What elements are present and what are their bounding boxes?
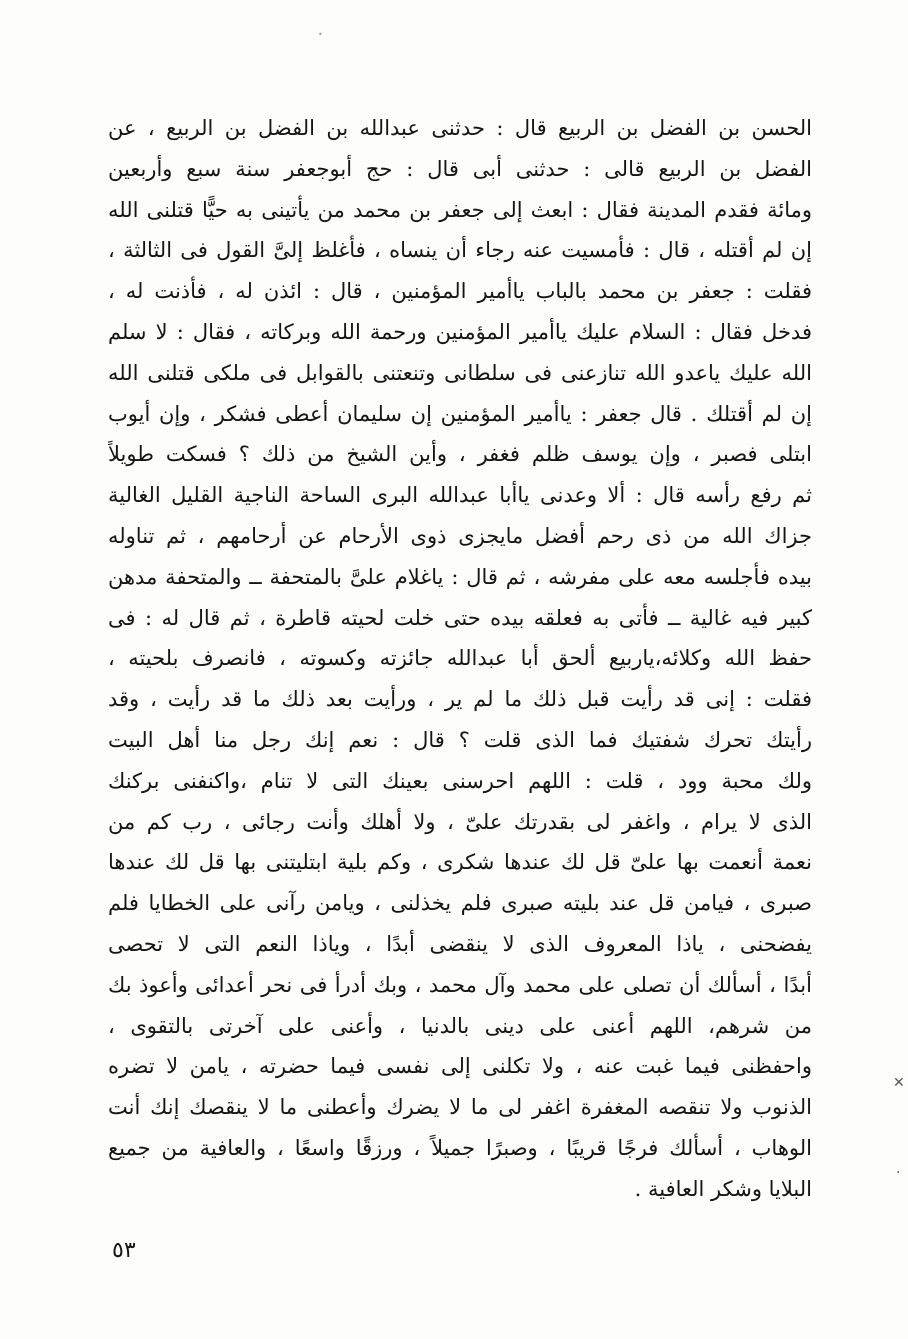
text-line: جزاك الله من ذى رحم أفضل مايجزى ذوى الأرحام عن أرحامهم ، ثم تناوله (108, 523, 812, 548)
margin-dot-mark: · (896, 1165, 901, 1181)
top-speck-mark: • (318, 30, 323, 39)
text-line: واحفظنى فيما غبت عنه ، ولا تكلنى إلى نفسى فيما حضرته ، يامن لا تضره (108, 1054, 812, 1079)
text-line: ثم رفع رأسه قال : ألا وعدنى ياأبا عبدالله البرى الساحة الناجية القليل الغالية (108, 483, 812, 508)
text-line: الوهاب ، أسألك فرجًا قريبًا ، وصبرًا جميلاً ، ورزقًا واسعًا ، والعافية من جميع (108, 1135, 812, 1160)
text-line: إن لم أقتلك . قال جعفر : ياأمير المؤمنين إن سليمان أعطى فشكر ، وإن أيوب (108, 401, 812, 426)
text-line: بيده فأجلسه معه على مفرشه ، ثم قال : ياغلام علىَّ بالمتحفة ــ والمتحفة مدهن (108, 564, 812, 589)
text-line: صبرى ، فيامن قل عند بليته صبرى فلم يخذلنى ، ويامن رآنى على الخطايا فلم (108, 891, 812, 916)
text-line: ومائة فقدم المدينة فقال : ابعث إلى جعفر بن محمد من يأتينى به حيًّا قتلنى الله (108, 197, 812, 222)
text-line: فدخل فقال : السلام عليك ياأمير المؤمنين ورحمة الله وبركاته ، فقال : لا سلم (108, 319, 812, 344)
text-line: ولك محبة وود ، قلت : اللهم احرسنى بعينك التى لا تنام ،واكنفنى بركنك (108, 768, 812, 793)
text-line: الحسن بن الفضل بن الربيع قال : حدثنى عبدالله بن الفضل بن الربيع ، عن (108, 116, 812, 140)
margin-speck-mark: ✕ (893, 1075, 905, 1091)
text-line: من شرهم، اللهم أعنى على دينى بالدنيا ، وأعنى على آخرتى بالتقوى ، (108, 1013, 812, 1038)
text-line: الذنوب ولا تنقصه المغفرة اغفر لى ما لا يضرك وأعطنى ما لا ينقصك إنك أنت (108, 1095, 812, 1120)
text-line: فقلت : إنى قد رأيت قبل ذلك ما لم ير ، ورأيت بعد ذلك ما قد رأيت ، وقد (108, 687, 812, 712)
text-line: الفضل بن الربيع قالى : حدثنى أبى قال : حج أبوجعفر سنة سبع وأربعين (108, 156, 812, 181)
body-text (108, 108, 812, 1210)
text-line: ابتلى فصبر ، وإن يوسف ظلم فغفر ، وأين الشيخ من ذلك ؟ فسكت طويلاً (108, 442, 812, 467)
text-line-last: البلايا وشكر العافية . (634, 1176, 812, 1201)
text-line: يفضحنى ، ياذا المعروف الذى لا ينقضى أبدًا ، وياذا النعم التى لا تحصى (108, 931, 812, 956)
page-number: ٥٣ (112, 1238, 136, 1263)
text-line: الذى لا يرام ، واغفر لى بقدرتك علىّ ، ولا أهلك وأنت رجائى ، رب كم من (108, 809, 812, 834)
text-line: أبدًا ، أسألك أن تصلى على محمد وآل محمد ، وبك أدرأ فى نحر أعدائى وأعوذ بك (108, 972, 812, 997)
text-line: إن لم أقتله ، قال : فأمسيت عنه رجاء أن ينساه ، فأغلظ إلىَّ القول فى الثالثة ، (108, 238, 812, 263)
text-line: الله عليك ياعدو الله تنازعنى فى سلطانى وتنعتنى بالقوابل فى ملكى قتلنى الله (108, 360, 812, 385)
text-line: كبير فيه غالية ــ فأتى به فعلقه بيده حتى خلت لحيته قاطرة ، ثم قال له : فى (108, 605, 812, 630)
text-line: نعمة أنعمت بها علىّ قل لك عندها شكرى ، وكم بلية ابتليتنى بها قل لك عندها (108, 850, 812, 875)
text-line: رأيتك تحرك شفتيك فما الذى قلت ؟ قال : نعم إنك رجل منا أهل البيت (108, 727, 812, 752)
text-line: فقلت : جعفر بن محمد بالباب ياأمير المؤمنين ، قال : ائذن له ، فأذنت له ، (108, 279, 812, 304)
text-line: حفظ الله وكلائه،ياربيع ألحق أبا عبدالله جائزته وكسوته ، فانصرف بلحيته ، (108, 646, 812, 671)
